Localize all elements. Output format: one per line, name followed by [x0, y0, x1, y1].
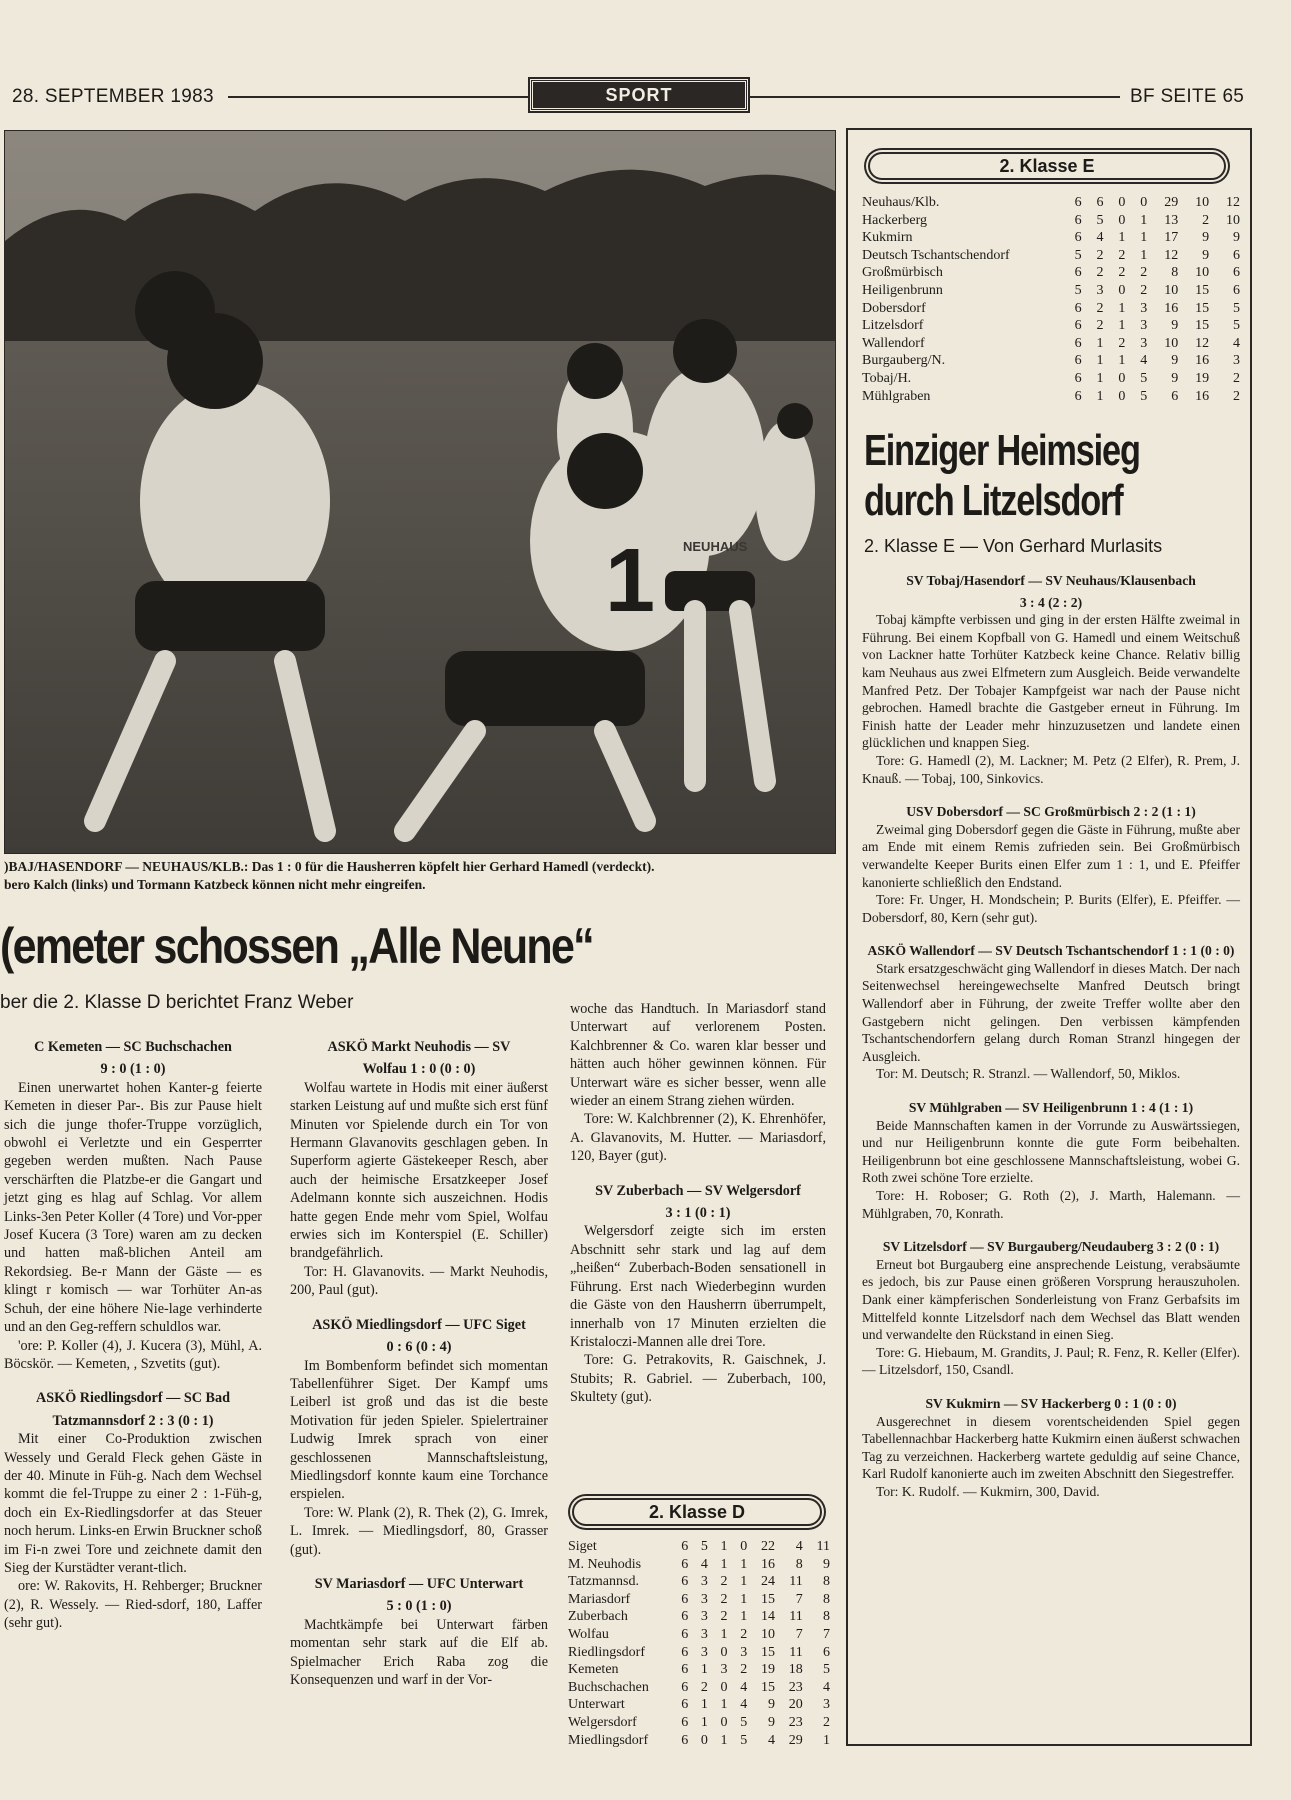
article-paragraph: Tore: G. Petrakovits, R. Gaischnek, J. Stubits; R. Gabriel. — Zuberbach, 100, Skultety (gut). [570, 1352, 826, 1406]
standings-value: 1 [1140, 212, 1148, 228]
standings-value: 10 [1195, 195, 1210, 210]
standings-value: 9 [1171, 318, 1179, 334]
standings-value: 6 [1233, 282, 1240, 298]
page-number: BF SEITE 65 [1130, 86, 1245, 107]
section-gap [862, 1379, 1240, 1391]
standings-value: 5 [740, 1714, 748, 1730]
standings-value: 9 [823, 1556, 830, 1572]
standings-value: 12 [1195, 335, 1210, 351]
standings-row [568, 1573, 830, 1591]
standings-value: 4 [740, 1697, 748, 1713]
standings-value: 5 [1233, 300, 1240, 316]
standings-value: 1 [823, 1732, 830, 1748]
standings-row [568, 1538, 830, 1556]
match-photo [4, 130, 836, 854]
standings-value: 2 [720, 1609, 728, 1625]
issue-date: 28. SEPTEMBER 1983 [12, 86, 214, 107]
standings-value: 2 [1096, 265, 1104, 281]
standings-value: 5 [740, 1732, 748, 1748]
standings-value: 5 [1074, 247, 1082, 263]
standings-value: 0 [700, 1732, 708, 1748]
standings-value: 9 [1233, 230, 1240, 246]
standings-row [862, 388, 1240, 406]
standings-value: 6 [681, 1662, 689, 1678]
standings-value: 29 [788, 1732, 803, 1748]
standings-value: 5 [823, 1662, 830, 1678]
standings-value: 3 [740, 1644, 748, 1660]
match-heading: SV Mariasdorf — UFC Unterwart [314, 1575, 524, 1592]
standings-value: 24 [760, 1574, 775, 1590]
standings-value: 1 [1140, 230, 1148, 246]
standings-value: 5 [1074, 282, 1082, 298]
standings-value: 3 [1140, 300, 1148, 316]
right-byline: 2. Klasse E — Von Gerhard Murlasits [864, 536, 1163, 556]
standings-value: 16 [1164, 300, 1179, 316]
team-name: Deutsch Tschantschendorf [862, 247, 1010, 263]
article-paragraph: Einen unerwartet hohen Kanter-g feierte Kemeten in dieser Par-. Bis zur Pause hielt sich die junge thofer-Truppe vorzüglich, obwohl ei Verletzte und ein Gesperrter gegeben werden mußten. Nach Pause verschärften die Platzbe-er die Gangart und jetzt ging es hlag auf Schlag. Vor allem Links-3en Peter Koller (4 Tore) und Vor-pper Josef Kucera (3 Tore) waren am zu decken und hatten maß-blichen Anteil am Rekordsieg. Be-r Mann der Gäste — es klingt r komisch — war Torhüter An-as Schuh, der eine höhere Nie-lage verhinderte und an den Geg-reffern schuldlos war. [4, 1079, 262, 1336]
standings-value: 10 [760, 1626, 775, 1642]
team-name: Kukmirn [862, 230, 913, 246]
standings-value: 8 [823, 1609, 830, 1625]
match-heading: USV Dobersdorf — SC Großmürbisch 2 : 2 (1 : 1) [906, 804, 1196, 820]
standings-value: 15 [760, 1591, 775, 1607]
standings-value: 1 [700, 1714, 708, 1730]
standings-row [568, 1644, 830, 1662]
standings-row [568, 1661, 830, 1679]
standings-value: 1 [720, 1626, 728, 1642]
standings-row [862, 282, 1240, 300]
standings-value: 15 [1195, 318, 1210, 334]
standings-value: 13 [1164, 212, 1179, 228]
standings-row [862, 300, 1240, 318]
match-heading: 3 : 1 (0 : 1) [665, 1205, 731, 1222]
standings-value: 6 [1074, 318, 1082, 334]
standings-value: 4 [1096, 230, 1104, 246]
article-paragraph: Tor: M. Deutsch; R. Stranzl. — Wallendorf, 50, Miklos. [876, 1066, 1181, 1082]
standings-value: 10 [1195, 265, 1210, 281]
article-column-1 [4, 1034, 262, 1633]
left-headline: (emeter schossen „Alle Neune“ [0, 918, 593, 974]
standings-value: 2 [740, 1662, 748, 1678]
standings-value: 15 [1195, 282, 1210, 298]
article-paragraph: Welgersdorf zeigte sich im ersten Abschnitt sehr stark und lag auf dem „heißen“ Zuberbach-Boden sensationell in Führung. Erst nach Wiederbeginn wurden die Gäste von den Hausherrn überrumpelt, innerhalb von 17 Minuten erzielten die Kristaloczi-Mannen alle drei Tore. [570, 1223, 826, 1350]
standings-value: 6 [681, 1679, 689, 1695]
standings-value: 1 [1096, 388, 1104, 404]
standings-value: 6 [681, 1644, 689, 1660]
right-headline-line-1: Einziger Heimsieg [864, 426, 1140, 475]
standings-row [862, 194, 1240, 212]
standings-value: 17 [1164, 230, 1179, 246]
standings-value: 20 [788, 1697, 803, 1713]
standings-row [568, 1626, 830, 1644]
standings-value: 16 [1195, 353, 1210, 369]
article-paragraph: Tore: W. Kalchbrenner (2), K. Ehrenhöfer, A. Glavanovits, M. Hutter. — Mariasdorf, 120, Bayer (gut). [570, 1111, 826, 1165]
article-paragraph: Tor: K. Rudolf. — Kukmirn, 300, David. [876, 1483, 1100, 1499]
article-paragraph: Erneut bot Burgauberg eine ansprechende Leistung, verabsäumte es jedoch, bis zur Pause einen größeren Vorsprung herauszuholen. Dank einer kämpferischen Sonderleistung von Franz Gerbafsits im Mittelfeld konnte Litzelsdorf nach dem Wechsel das Blatt wenden und verwandelte den Rückstand in einen Sieg. [862, 1256, 1240, 1343]
standings-row [568, 1679, 830, 1697]
article-paragraph: Tore: G. Hamedl (2), M. Lackner; M. Petz (2 Elfer), R. Prem, J. Knauß. — Tobaj, 100, Sinkovics. [862, 752, 1240, 786]
standings-value: 15 [760, 1644, 775, 1660]
standings-value: 6 [681, 1591, 689, 1607]
team-name: Wolfau [568, 1626, 609, 1642]
section-gap [862, 1083, 1240, 1095]
standings-value: 5 [1233, 318, 1240, 334]
section-gap [862, 1222, 1240, 1234]
standings-value: 6 [681, 1539, 689, 1554]
standings-value: 0 [720, 1644, 728, 1660]
standings-value: 8 [795, 1556, 803, 1572]
table-e [862, 194, 1240, 405]
standings-value: 3 [700, 1626, 708, 1642]
team-name: Miedlingsdorf [568, 1732, 649, 1748]
standings-value: 2 [1202, 212, 1210, 228]
team-name: Neuhaus/Klb. [862, 195, 940, 210]
section-gap [290, 1559, 548, 1571]
team-name: Hackerberg [862, 212, 928, 228]
article-paragraph: Stark ersatzgeschwächt ging Wallendorf in dieses Match. Der nach Seitenwechsel hereingewechselte Manfred Deutsch bringt Wallendorf aber in Führung, der zweite Treffer wollte aber den Gastgebern nicht gelingen. Den verbissen kämpfenden Tschantschendorfern gelang durch Roman Stranzl hingegen der Ausgleich. [862, 960, 1240, 1064]
standings-value: 10 [1164, 282, 1179, 298]
article-paragraph: Wolfau wartete in Hodis mit einer äußerst starken Leistung auf und mußte sich erst fünf Minuten vor Spielende durch ein Tor von Hermann Glavanovits geschlagen geben. In Superform agierte Gästekeeper Resch, aber auch der heimische Ersatzkeeper Josef Adelmann konnte sich auszeichnen. Hodis hatte gegen Ende mehr vom Spiel, Wolfau erwies sich im Konterspiel (E. Schiller) brandgefährlich. [290, 1079, 548, 1262]
standings-value: 1 [1118, 230, 1126, 246]
article-paragraph: Tor: H. Glavanovits. — Markt Neuhodis, 200, Paul (gut). [290, 1263, 548, 1299]
standings-value: 6 [1074, 212, 1082, 228]
jersey-number: 1 [605, 531, 656, 631]
standings-value: 16 [1195, 388, 1210, 404]
standings-row [862, 370, 1240, 388]
team-name: Kemeten [568, 1662, 619, 1678]
standings-value: 6 [1233, 265, 1240, 281]
standings-value: 3 [700, 1609, 708, 1625]
article-paragraph: 'ore: P. Koller (4), J. Kucera (3), Mühl, A. Böcskör. — Kemeten, , Szvetits (gut). [4, 1337, 262, 1372]
standings-value: 4 [1140, 353, 1148, 369]
standings-value: 7 [823, 1626, 830, 1642]
standings-value: 2 [1233, 370, 1240, 386]
section-gap [862, 787, 1240, 799]
standings-value: 0 [1118, 388, 1126, 404]
standings-value: 3 [1233, 353, 1240, 369]
table-e-title: 2. Klasse E [868, 152, 1226, 180]
standings-value: 6 [823, 1644, 830, 1660]
standings-value: 23 [788, 1679, 803, 1695]
standings-value: 12 [1164, 247, 1179, 263]
standings-value: 2 [1233, 388, 1240, 404]
standings-value: 0 [1118, 195, 1126, 210]
standings-value: 1 [740, 1609, 748, 1625]
standings-row [568, 1714, 830, 1732]
article-paragraph: Mit einer Co-Produktion zwischen Wessely und Gerald Fleck gehen Gäste in der 40. Minute in Füh-g. Nach dem Wechsel kommt die fel-Truppe zu einer 2 : 1-Füh-g, doch ein Ex-Riedlingsdorfer at das Steuer noch herum. Links-en Erwin Bruckner schoß im Fi-n zwei Tore und zeichnete damit den Sieg der Kurstädter verant-tlich. [4, 1431, 262, 1576]
left-byline: ber die 2. Klasse D berichtet Franz Weber [0, 992, 354, 1013]
section-gap [862, 926, 1240, 938]
standings-row [568, 1608, 830, 1626]
standings-value: 1 [1096, 353, 1104, 369]
standings-value: 4 [823, 1679, 830, 1695]
standings-value: 11 [789, 1574, 803, 1590]
standings-value: 1 [1118, 353, 1126, 369]
standings-value: 2 [823, 1714, 830, 1730]
standings-value: 3 [700, 1591, 708, 1607]
standings-value: 6 [1233, 247, 1240, 263]
article-paragraph: woche das Handtuch. In Mariasdorf stand Unterwart auf verlorenem Posten. Kalchbrenner & Co. waren klar besser und hätten auch höher gewinnen können. Für Unterwart wäre es sicher besser, wenn alle wieder an einem Strang ziehen würden. [570, 1001, 826, 1110]
standings-value: 5 [1140, 370, 1148, 386]
standings-value: 0 [720, 1714, 728, 1730]
standings-value: 1 [1140, 247, 1148, 263]
section-gap [290, 1300, 548, 1312]
standings-value: 0 [1118, 370, 1126, 386]
standings-value: 6 [681, 1574, 689, 1590]
standings-value: 6 [681, 1609, 689, 1625]
team-name: Siget [568, 1539, 597, 1554]
standings-row [862, 317, 1240, 335]
standings-value: 6 [1074, 300, 1082, 316]
article-column-2 [290, 1034, 548, 1689]
standings-value: 1 [720, 1732, 728, 1748]
match-heading: ASKÖ Riedlingsdorf — SC Bad [36, 1390, 230, 1407]
team-name: Mariasdorf [568, 1591, 631, 1607]
standings-value: 4 [795, 1539, 803, 1554]
header-rule-right [748, 96, 1120, 98]
standings-value: 2 [1140, 282, 1148, 298]
standings-value: 1 [1096, 370, 1104, 386]
table-d-title: 2. Klasse D [572, 1498, 822, 1526]
article-paragraph: Tore: W. Plank (2), R. Thek (2), G. Imrek, L. Imrek. — Miedlingsdorf, 80, Grasser (gut). [290, 1504, 548, 1558]
standings-value: 3 [1140, 318, 1148, 334]
standings-value: 8 [1171, 265, 1179, 281]
standings-value: 6 [681, 1626, 689, 1642]
standings-row [862, 352, 1240, 370]
standings-value: 6 [1074, 195, 1082, 210]
match-heading: SV Kukmirn — SV Hackerberg 0 : 1 (0 : 0) [925, 1395, 1177, 1411]
section-gap [4, 1373, 262, 1385]
standings-value: 1 [740, 1556, 748, 1572]
standings-value: 2 [1096, 300, 1104, 316]
header-rule-left [228, 96, 528, 98]
article-paragraph: Machtkämpfe bei Unterwart färben momentan sehr stark auf die Elf ab. Spielmacher Erich Raba zog die Konsequenzen und warf in der Vor- [290, 1616, 548, 1688]
team-name: Mühlgraben [862, 388, 931, 404]
standings-value: 9 [1171, 370, 1179, 386]
standings-value: 10 [1226, 212, 1240, 228]
team-name: Tobaj/H. [862, 370, 912, 386]
caption-line-2: bero Kalch (links) und Tormann Katzbeck können nicht mehr eingreifen. [4, 877, 426, 892]
standings-value: 14 [760, 1609, 775, 1625]
standings-value: 6 [1074, 370, 1082, 386]
match-heading: SV Tobaj/Hasendorf — SV Neuhaus/Klausenbach [906, 573, 1196, 588]
standings-row [568, 1556, 830, 1574]
standings-value: 1 [740, 1591, 748, 1607]
standings-value: 9 [1202, 230, 1210, 246]
team-name: Heiligenbrunn [862, 282, 943, 298]
standings-value: 7 [795, 1626, 803, 1642]
standings-value: 1 [740, 1574, 748, 1590]
team-name: Welgersdorf [568, 1714, 637, 1730]
standings-value: 6 [1096, 195, 1104, 210]
match-heading: ASKÖ Miedlingsdorf — UFC Siget [312, 1316, 526, 1333]
match-heading: ASKÖ Markt Neuhodis — SV [327, 1039, 511, 1055]
standings-value: 1 [1118, 300, 1126, 316]
standings-value: 6 [1171, 388, 1179, 404]
standings-row [568, 1696, 830, 1714]
article-paragraph: Zweimal ging Dobersdorf gegen die Gäste in Führung, mußte aber am Ende mit einem Remis zufrieden sein. Bei Großmürbisch verwandelte Keeper Burits einen Elfer zum 1 : 1, und E. Pfeiffer kanonierte schließlich den Endstand. [862, 821, 1240, 890]
match-heading: Tatzmannsdorf 2 : 3 (0 : 1) [52, 1412, 214, 1429]
standings-value: 22 [760, 1539, 775, 1554]
team-name: Dobersdorf [862, 300, 926, 316]
standings-value: 2 [720, 1591, 728, 1607]
standings-value: 23 [788, 1714, 803, 1730]
match-heading: SV Zuberbach — SV Welgersdorf [595, 1182, 801, 1199]
standings-value: 2 [720, 1574, 728, 1590]
standings-value: 11 [816, 1539, 830, 1554]
standings-value: 2 [1118, 265, 1126, 281]
standings-value: 1 [720, 1697, 728, 1713]
match-heading: SV Litzelsdorf — SV Burgauberg/Neudauberg 3 : 2 (0 : 1) [882, 1239, 1220, 1255]
caption-line-1: )BAJ/HASENDORF — NEUHAUS/KLB.: Das 1 : 0 für die Hausherren köpfelt hier Gerhard Hamedl (verdeckt). [4, 859, 655, 874]
standings-value: 5 [1140, 388, 1148, 404]
standings-value: 0 [1140, 195, 1148, 210]
standings-value: 19 [1195, 370, 1210, 386]
standings-value: 0 [1118, 212, 1126, 228]
standings-value: 6 [681, 1732, 689, 1748]
standings-value: 12 [1226, 195, 1240, 210]
standings-value: 6 [1074, 230, 1082, 246]
standings-value: 11 [789, 1609, 803, 1625]
standings-value: 5 [1096, 212, 1104, 228]
standings-row [862, 335, 1240, 353]
standings-value: 1 [700, 1697, 708, 1713]
standings-value: 3 [1140, 335, 1148, 351]
standings-value: 9 [767, 1697, 775, 1713]
standings-value: 5 [700, 1539, 708, 1554]
standings-value: 4 [740, 1679, 748, 1695]
standings-value: 6 [681, 1556, 689, 1572]
standings-value: 29 [1164, 195, 1179, 210]
standings-value: 9 [1202, 247, 1210, 263]
photo-caption [4, 858, 834, 894]
article-paragraph: Im Bombenform befindet sich momentan Tabellenführer Siget. Der Kampf ums Leiberl ist groß und das ist die beste Motivation für jeden Spieler. Spielertrainer Ludwig Imrek sprach von einer geschlossenen Mannschaftsleistung, Miedlingsdorf konnte kaum eine Torchance erspielen. [290, 1357, 548, 1503]
standings-value: 6 [1074, 353, 1082, 369]
standings-value: 2 [1118, 247, 1126, 263]
standings-value: 9 [1171, 353, 1179, 369]
standings-value: 0 [720, 1679, 728, 1695]
standings-value: 4 [1233, 335, 1240, 351]
standings-value: 1 [700, 1662, 708, 1678]
team-name: M. Neuhodis [568, 1556, 642, 1572]
standings-value: 6 [1074, 335, 1082, 351]
standings-value: 8 [823, 1591, 830, 1607]
standings-value: 1 [1096, 335, 1104, 351]
section-gap [570, 1166, 826, 1178]
standings-value: 6 [1074, 388, 1082, 404]
article-paragraph: Tore: G. Hiebaum, M. Grandits, J. Paul; R. Fenz, R. Keller (Elfer). — Litzelsdorf, 150, Csandl. [862, 1344, 1240, 1378]
match-heading: ASKÖ Wallendorf — SV Deutsch Tschantschendorf 1 : 1 (0 : 0) [867, 943, 1235, 959]
article-paragraph: Tore: H. Roboser; G. Roth (2), J. Marth, Halemann. — Mühlgraben, 70, Konrath. [862, 1188, 1240, 1221]
team-name: Großmürbisch [862, 265, 943, 281]
standings-value: 3 [823, 1697, 830, 1713]
team-name: Wallendorf [862, 335, 925, 351]
standings-value: 2 [740, 1626, 748, 1642]
match-heading: 3 : 4 (2 : 2) [1019, 594, 1083, 610]
match-heading: C Kemeten — SC Buchschachen [34, 1039, 232, 1055]
table-d [568, 1538, 830, 1749]
standings-value: 9 [767, 1714, 775, 1730]
standings-value: 2 [1118, 335, 1126, 351]
standings-value: 1 [720, 1556, 728, 1572]
team-name: Litzelsdorf [862, 318, 924, 334]
article-paragraph: ore: W. Rakovits, H. Rehberger; Bruckner (2), R. Wessely. — Ried-sdorf, 180, Laffer (sehr gut). [4, 1578, 262, 1632]
standings-value: 19 [760, 1662, 775, 1678]
standings-value: 2 [700, 1679, 708, 1695]
standings-value: 3 [700, 1574, 708, 1590]
match-heading: 0 : 6 (0 : 4) [386, 1339, 452, 1356]
match-heading: SV Mühlgraben — SV Heiligenbrunn 1 : 4 (1 : 1) [908, 1100, 1194, 1116]
standings-value: 2 [1140, 265, 1148, 281]
article-paragraph: Tobaj kämpfte verbissen und ging in der ersten Hälfte zweimal in Führung. Bei einem Kopfball von G. Hamedl und einem Weitschuß von Lackner hatte Torhüter Katzbeck keine Chance. Relativ billig kam Neuhaus aus zwei Elfmetern zum Ausgleich. Beide verwandelte Manfred Petz. Der Tobajer Kampfgeist war nach der Pause nicht gebrochen. Hamedl brachte die Gastgeber erneut in Führung. Im Finish hatte der Leader mehr hinzuzusetzen und landete einen glücklichen und knappen Sieg. [862, 612, 1240, 751]
standings-value: 3 [1096, 282, 1104, 298]
section-label: SPORT [530, 79, 748, 111]
standings-value: 0 [1118, 282, 1126, 298]
standings-value: 0 [740, 1539, 748, 1554]
team-name: Riedlingsdorf [568, 1644, 645, 1660]
standings-row [862, 247, 1240, 265]
standings-value: 15 [760, 1679, 775, 1695]
standings-value: 1 [720, 1539, 728, 1554]
standings-value: 3 [720, 1662, 728, 1678]
right-article-body [862, 568, 1240, 1501]
standings-value: 3 [700, 1644, 708, 1660]
team-name: Burgauberg/N. [862, 353, 946, 369]
team-name: Buchschachen [568, 1679, 649, 1695]
standings-row [862, 264, 1240, 282]
standings-value: 15 [1195, 300, 1210, 316]
right-headline-line-2: durch Litzelsdorf [864, 476, 1123, 525]
standings-value: 6 [1074, 265, 1082, 281]
article-paragraph: Tore: Fr. Unger, H. Mondschein; P. Burits (Elfer), E. Pfeiffer. — Dobersdorf, 80, Kern (sehr gut). [862, 892, 1240, 925]
team-name: Zuberbach [568, 1609, 628, 1625]
standings-value: 18 [788, 1662, 803, 1678]
standings-value: 6 [681, 1697, 689, 1713]
team-name: Tatzmannsd. [568, 1574, 639, 1590]
standings-row [862, 229, 1240, 247]
standings-value: 8 [823, 1574, 830, 1590]
standings-value: 11 [789, 1644, 803, 1660]
standings-value: 16 [760, 1556, 775, 1572]
article-column-3 [570, 1000, 826, 1407]
standings-value: 6 [681, 1714, 689, 1730]
standings-row [568, 1732, 830, 1750]
standings-value: 2 [1096, 247, 1104, 263]
match-heading: 5 : 0 (1 : 0) [386, 1598, 452, 1615]
standings-value: 10 [1164, 335, 1179, 351]
standings-value: 4 [700, 1556, 708, 1572]
standings-value: 7 [795, 1591, 803, 1607]
article-paragraph: Beide Mannschaften kamen in der Vorrunde zu Auswärtssiegen, und nur Heiligenbrunn konnte die gute Form beibehalten. Heiligenbrunn bot eine geschlossene Mannschaftsleistung, wobei G. Roth zwei schöne Tore erzielte. [862, 1117, 1240, 1186]
shirt-sponsor: NEUHAUS [683, 539, 748, 554]
match-heading: Wolfau 1 : 0 (0 : 0) [362, 1061, 476, 1078]
standings-value: 2 [1096, 318, 1104, 334]
standings-value: 1 [1118, 318, 1126, 334]
team-name: Unterwart [568, 1697, 625, 1713]
standings-row [568, 1591, 830, 1609]
standings-value: 4 [767, 1732, 775, 1748]
article-paragraph: Ausgerechnet in diesem vorentscheidenden Spiel gegen Tabellennachbar Hackerberg hatte Kukmirn einen äußerst schwachen Tag zu verzeichnen. Hackerberg wartete geduldig auf seine Chance, Karl Rudolf kanonierte auch im zweiten Abschnitt den Siegestreffer. [862, 1413, 1240, 1482]
match-heading: 9 : 0 (1 : 0) [100, 1061, 166, 1078]
standings-row [862, 212, 1240, 230]
